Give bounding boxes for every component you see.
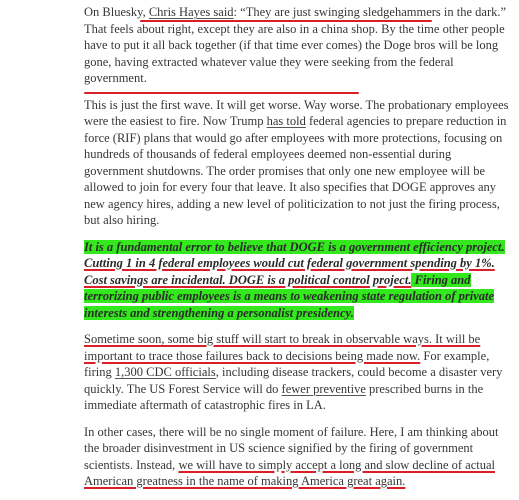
paragraph-other-cases <box>84 424 514 490</box>
text-segment: , including disease trackers, could become a disaster very quickly. The US Forest Service will do <box>84 365 503 396</box>
paragraph-big-stuff <box>84 331 514 414</box>
article-body <box>84 4 514 500</box>
underlined-trace-failures: Sometime soon, some big stuff will start to break in observable ways. It will be important to trace those failures back to decisions being made now. <box>84 332 481 363</box>
paragraph-bluesky <box>84 4 514 87</box>
paragraph-doge-thesis <box>84 239 514 322</box>
cdc-officials-link[interactable]: 1,300 CDC officials <box>114 365 216 379</box>
highlight-fundamental-error: It is a fundamental error to believe that DOGE is a government efficiency project. <box>84 239 505 254</box>
chris-hayes-link[interactable]: Chris Hayes said <box>148 5 234 19</box>
text-segment: In other cases, there will be no single moment of failure. Here, I am thinking about the broader disinvestment in US science signified by the firing of government scientists. Instead, <box>84 424 499 472</box>
pen-underline-first-wave <box>84 92 359 94</box>
spending-link[interactable]: spending by 1% <box>410 256 492 270</box>
first-wave-sentence: This is just the first wave. It will get worse. Way worse. <box>84 97 363 112</box>
text-segment: federal agencies to prepare reduction in force (RIF) plans that would go after employees with more protections, focusing on hundreds of thousands of federal employees deemed non-essential during government shutdowns. The order promises that only one new employee will be allowed to join for every four that leave. It also specifies that DOGE approves any new agency hires, adding a new level of politicization to not just the firing process, but also hiring. <box>84 114 507 227</box>
has-told-link[interactable]: has told <box>266 114 306 128</box>
sledgehammer-quote: : “They are just swinging sledgehammers in the dark.” <box>233 5 507 19</box>
underlined-slow-decline: we will have to simply accept a long and slow decline of actual American greatness in the name of making America great again. <box>84 457 496 488</box>
paragraph-first-wave <box>84 97 514 229</box>
text-segment: The probationary employees were the easiest to fire. Now Trump <box>84 97 509 128</box>
text-segment: For example, firing <box>84 348 490 379</box>
highlight-firing-terrorizing: Firing and terrorizing public employees is a means to weakening state regulation of private interests and strengthening a personalist presidency. <box>84 272 495 320</box>
pen-underline-quote <box>140 20 432 22</box>
text-segment: That feels about right, except they are also in a china shop. By the time other people have to put it all back together (if that time ever comes) the Doge bros will be long gone, having extracted whatever value they were seeking from the federal government. <box>84 21 505 85</box>
fewer-preventive-link[interactable]: fewer preventive <box>281 381 366 396</box>
text-segment: On Bluesky, <box>84 5 149 19</box>
text-segment: prescribed burns in the immediate aftermath of catastrophic fires in LA. <box>84 381 484 412</box>
underlined-cutting-employees: Cutting 1 in 4 federal employees would cut federal government <box>84 256 411 270</box>
underlined-political-control: . Cost savings are incidental. DOGE is a political control project. <box>84 256 495 287</box>
